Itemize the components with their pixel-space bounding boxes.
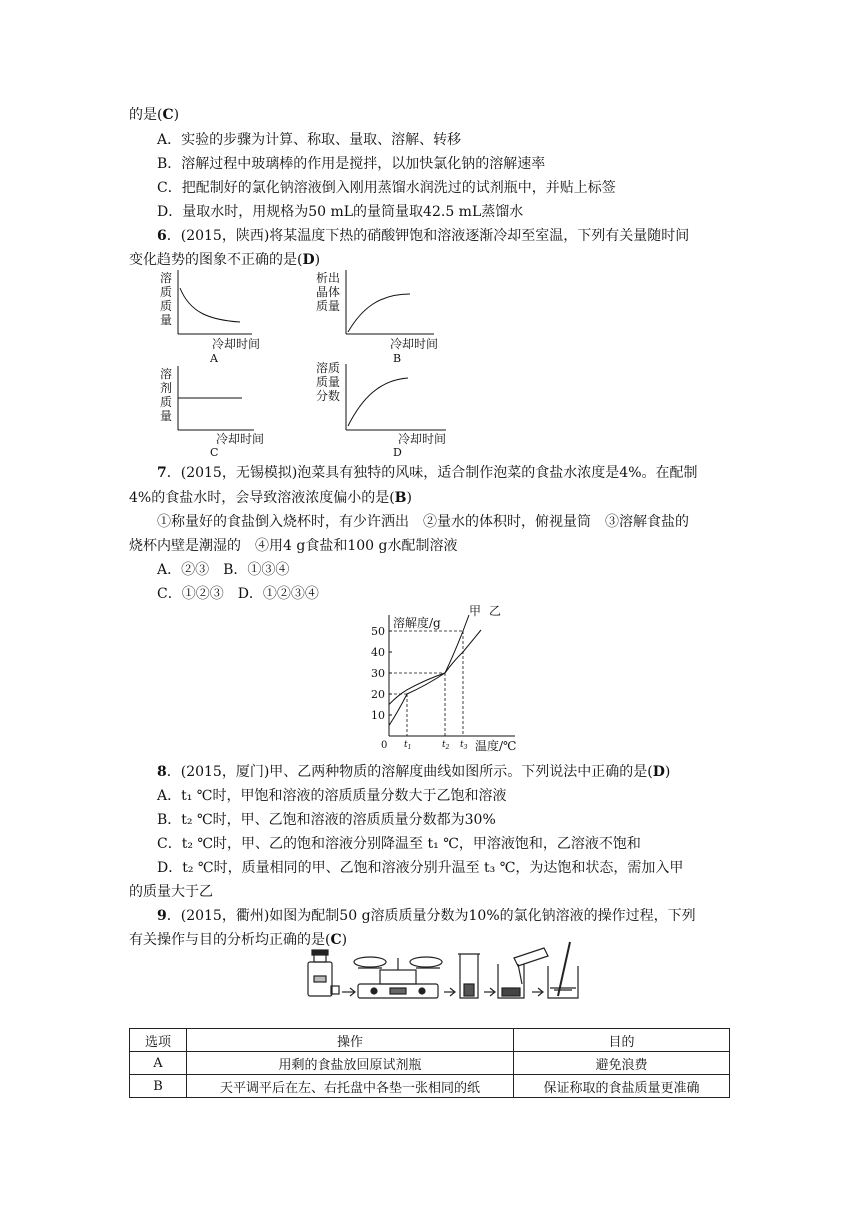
graph-d-curve <box>348 378 408 426</box>
q6-stem-line1 <box>157 227 689 245</box>
table-cell: A <box>130 1052 187 1075</box>
q6-stem-text2: 变化趋势的图象不正确的是( <box>129 252 303 268</box>
q8-answer: D <box>652 764 665 780</box>
graph-a-letter: A <box>210 352 218 365</box>
q8-option-d: D．t₂ ℃时，质量相同的甲、乙饱和溶液分别升温至 t₃ ℃，为达饱和状态，需加入甲 <box>157 860 684 876</box>
y-tick-label: 30 <box>371 667 385 680</box>
graph-b-ylabel-3: 质量 <box>316 299 341 313</box>
q5-answer: C <box>162 107 174 123</box>
table-cell: 避免浪费 <box>514 1052 730 1075</box>
q6-stem-suffix: ) <box>314 252 321 268</box>
graph-d-ylabel-3: 分数 <box>316 389 341 403</box>
q7-options-ab: A．②③ B．①③④ <box>157 562 290 578</box>
q5-option-b: B．溶解过程中玻璃棒的作用是搅拌，以加快氯化钠的溶解速率 <box>157 156 546 172</box>
graph-b-xlabel: 冷却时间 <box>390 337 439 351</box>
q9-options-table <box>129 1028 730 1098</box>
q8-stem-suffix: ) <box>664 764 671 780</box>
graph-c-ylabel-2: 剂 <box>160 381 173 395</box>
y-tick-label: 10 <box>371 709 385 722</box>
q6-graph-d <box>316 360 446 459</box>
table-header-row <box>130 1029 730 1052</box>
q5-stem-text: 的是( <box>129 107 163 123</box>
q9-stem-suffix: ) <box>341 932 348 948</box>
graph-a-xlabel: 冷却时间 <box>212 337 261 351</box>
graph-b-curve <box>348 294 410 332</box>
q9-procedure-illustration <box>300 940 590 1008</box>
graph-c-ylabel-4: 量 <box>160 409 173 423</box>
series-curve-jia <box>389 615 469 726</box>
graph-b-ylabel-2: 晶体 <box>316 285 341 299</box>
q6-graph-a <box>160 270 260 365</box>
q7-stem-text: ．(2015，无锡模拟)泡菜具有独特的风味，适合制作泡菜的食盐水浓度是4%。在配制 <box>166 465 698 481</box>
q8-stem-text: ．(2015，厦门)甲、乙两种物质的溶解度曲线如图所示。下列说法中正确的是( <box>166 764 653 780</box>
series-label-jia: 甲 <box>469 604 482 618</box>
table-header-cell: 目的 <box>514 1029 730 1052</box>
q5-option-d: D．量取水时，用规格为50 mL的量筒量取42.5 mL蒸馏水 <box>157 204 524 220</box>
balance-icon <box>354 957 442 998</box>
graph-c-ylabel-3: 质 <box>160 395 173 409</box>
table-cell: 用剩的食盐放回原试剂瓶 <box>187 1052 514 1075</box>
graph-a-curve <box>180 288 240 322</box>
q6-graph-c <box>160 366 264 459</box>
graph-b-ylabel-1: 析出 <box>316 271 341 285</box>
q7-answer: B <box>394 490 407 506</box>
solubility-chart <box>355 603 535 753</box>
graph-c-xlabel: 冷却时间 <box>216 432 265 446</box>
q7-stem-suffix: ) <box>406 490 412 506</box>
series-label-yi: 乙 <box>489 604 502 618</box>
x-tick-label: $t_2$ <box>442 740 450 751</box>
q6-stem-line2 <box>129 251 320 269</box>
graph-b-letter: B <box>393 352 402 365</box>
graph-d-ylabel-2: 质量 <box>316 375 341 389</box>
q7-stem-text2: 4%的食盐水时，会导致溶液浓度偏小的是( <box>129 490 395 506</box>
q8-option-a: A．t₁ ℃时，甲饱和溶液的溶质质量分数大于乙饱和溶液 <box>157 788 507 804</box>
table-cell: 保证称取的食盐质量更准确 <box>514 1075 730 1098</box>
q8-stem-line1 <box>157 763 670 781</box>
q8-number: 8 <box>157 764 167 780</box>
q7-stem-line1 <box>157 464 698 482</box>
q8-option-d-cont: 的质量大于乙 <box>129 884 213 900</box>
graph-c-ylabel-1: 溶 <box>160 367 173 381</box>
y-tick-label: 20 <box>371 688 385 701</box>
q5-option-c: C．把配制好的氯化钠溶液倒入刚用蒸馏水润洗过的试剂瓶中，并贴上标签 <box>157 180 616 196</box>
graph-d-xlabel: 冷却时间 <box>398 432 447 446</box>
q7-stem-line4: 烧杯内壁是潮湿的 ④用4 g食盐和100 g水配制溶液 <box>129 538 458 554</box>
reagent-bottle-icon <box>308 950 339 996</box>
q9-number: 9 <box>157 908 167 924</box>
q6-answer: D <box>302 252 315 268</box>
q9-answer: C <box>330 932 342 948</box>
q5-stem-suffix: ) <box>173 107 180 123</box>
q6-number: 6 <box>157 228 167 244</box>
stirring-beaker-icon <box>548 942 578 998</box>
x-tick-label: $t_1$ <box>404 740 412 751</box>
series-curve-yi <box>389 630 481 705</box>
graduated-cylinder-icon <box>458 954 480 998</box>
graph-d-letter: D <box>393 446 402 459</box>
y-tick-label: 50 <box>371 625 385 638</box>
q7-number: 7 <box>157 465 167 481</box>
table-cell: B <box>130 1075 187 1098</box>
table-header-cell: 选项 <box>130 1029 187 1052</box>
q8-option-c: C．t₂ ℃时，甲、乙的饱和溶液分别降温至 t₁ ℃，甲溶液饱和，乙溶液不饱和 <box>157 836 641 852</box>
q7-stem-line3: ①称量好的食盐倒入烧杯时，有少许洒出 ②量水的体积时，俯视量筒 ③溶解食盐的 <box>157 514 689 530</box>
q7-options-cd: C．①②③ D．①②③④ <box>157 586 319 602</box>
q6-stem-text: ．(2015，陕西)将某温度下热的硝酸钾饱和溶液逐渐冷却至室温，下列有关量随时间 <box>166 228 690 244</box>
table-row <box>130 1075 730 1098</box>
q5-stem-tail <box>129 106 179 124</box>
q9-stem-line1 <box>157 907 696 925</box>
q6-graphs <box>150 268 470 459</box>
graph-a-ylabel-3: 质 <box>160 299 173 313</box>
table-cell: 天平调平后在左、右托盘中各垫一张相同的纸 <box>187 1075 514 1098</box>
q8-option-b: B．t₂ ℃时，甲、乙饱和溶液的溶质质量分数都为30% <box>157 812 496 828</box>
y-tick-label: 40 <box>371 646 385 659</box>
y-axis-label: 溶解度/g <box>393 616 441 630</box>
table-row <box>130 1052 730 1075</box>
q9-stem-text2: 有关操作与目的分析均正确的是( <box>129 932 331 948</box>
origin-label: 0 <box>381 740 388 751</box>
table-header-cell: 操作 <box>187 1029 514 1052</box>
q6-graph-b <box>316 270 438 365</box>
q5-option-a: A．实验的步骤为计算、称取、量取、溶解、转移 <box>157 132 462 148</box>
graph-d-ylabel-1: 溶质 <box>316 361 341 375</box>
x-tick-label: $t_3$ <box>460 740 468 751</box>
graph-a-ylabel-2: 质 <box>160 285 173 299</box>
graph-a-ylabel-4: 量 <box>160 313 173 327</box>
x-axis-label: 温度/℃ <box>475 739 517 753</box>
graph-c-letter: C <box>210 446 219 459</box>
q9-stem-text: ．(2015，衢州)如图为配制50 g溶质质量分数为10%的氯化钠溶液的操作过程，下列 <box>166 908 696 924</box>
graph-a-ylabel-1: 溶 <box>160 271 173 285</box>
q7-stem-line2 <box>129 489 412 507</box>
